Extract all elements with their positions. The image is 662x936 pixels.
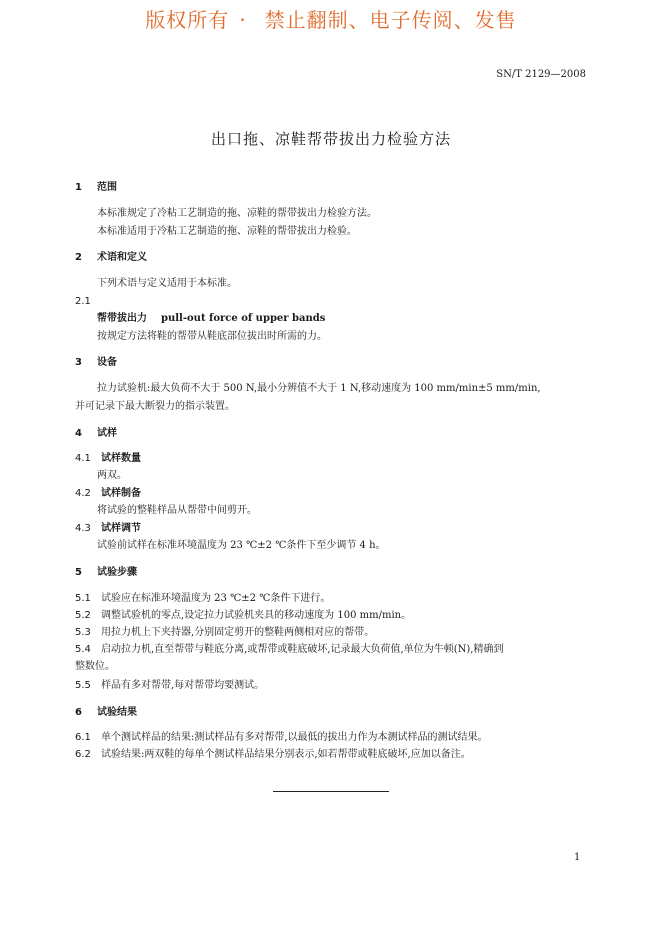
- item-number: 5.2: [75, 610, 91, 621]
- term-english: pull-out force of upper bands: [161, 313, 326, 324]
- list-item: [75, 609, 411, 623]
- list-item: [75, 626, 374, 640]
- section-title: 设备: [97, 357, 117, 368]
- item-text: 调整试验机的零点,设定拉力试验机夹具的移动速度为 100 mm/min。: [101, 610, 412, 621]
- subsection-title: 试样调节: [101, 523, 141, 534]
- list-item: [75, 592, 330, 606]
- subsection-heading: [75, 487, 141, 501]
- section-5-heading: [75, 566, 137, 580]
- paragraph: 本标准适用于冷粘工艺制造的拖、凉鞋的帮带拔出力检验。: [97, 226, 357, 237]
- list-item: [75, 679, 264, 693]
- section-number: 1: [75, 182, 82, 193]
- paragraph: 本标准规定了冷粘工艺制造的拖、凉鞋的帮带拔出力检验方法。: [97, 208, 377, 219]
- section-4-heading: [75, 427, 117, 441]
- watermark-part2: 禁止翻制、电子传阅、发售: [264, 8, 517, 32]
- item-number: 5.3: [75, 627, 91, 638]
- term-chinese: 帮带拔出力: [97, 313, 147, 324]
- section-6-heading: [75, 706, 137, 720]
- section-title: 范围: [97, 182, 117, 193]
- item-number: 5.1: [75, 593, 91, 604]
- subsection-heading: [75, 452, 141, 466]
- subsection-number: 4.2: [75, 488, 91, 499]
- paragraph: 将试验的整鞋样品从帮带中间剪开。: [97, 505, 257, 516]
- page-number: 1: [574, 852, 581, 863]
- item-text: 试验应在标准环境温度为 23 ℃±2 ℃条件下进行。: [101, 593, 331, 604]
- subsection-number: 2.1: [75, 296, 91, 307]
- item-text: 试验结果:两双鞋的每单个测试样品结果分别表示,如若帮带或鞋底破坏,应加以备注。: [101, 749, 471, 760]
- item-text: 启动拉力机,直至帮带与鞋底分离,或帮带或鞋底破坏,记录最大负荷值,单位为牛顿(N),精确到: [101, 644, 504, 655]
- end-of-document-rule: [273, 791, 389, 792]
- section-number: 3: [75, 357, 82, 368]
- paragraph: 拉力试验机:最大负荷不大于 500 N,最小分辨值不大于 1 N,移动速度为 100 mm/min±5 mm/min,: [97, 383, 541, 394]
- section-number: 6: [75, 707, 82, 718]
- subsection-number: 4.3: [75, 523, 91, 534]
- paragraph: 试验前试样在标准环境温度为 23 ℃±2 ℃条件下至少调节 4 h。: [97, 540, 386, 551]
- item-text: 单个测试样品的结果:测试样品有多对帮带,以最低的拔出力作为本测试样品的测试结果。: [101, 732, 488, 743]
- section-title: 术语和定义: [97, 252, 147, 263]
- watermark-part1: 版权所有: [145, 8, 230, 32]
- list-item: [75, 748, 471, 762]
- item-number: 6.2: [75, 749, 91, 760]
- term-definition: 按规定方法将鞋的帮带从鞋底部位拔出时所需的力。: [97, 331, 327, 342]
- subsection-title: 试样制备: [101, 488, 141, 499]
- copyright-watermark: [0, 4, 662, 33]
- subsection-heading: [75, 522, 141, 536]
- document-title: 出口拖、凉鞋帮带拔出力检验方法: [210, 130, 451, 148]
- section-1-heading: [75, 181, 117, 195]
- section-3-heading: [75, 356, 117, 370]
- standard-code: SN/T 2129—2008: [496, 69, 586, 80]
- section-title: 试样: [97, 428, 117, 439]
- item-number: 5.4: [75, 644, 91, 655]
- subsection-number: 4.1: [75, 453, 91, 464]
- section-number: 2: [75, 252, 82, 263]
- item-text: 样品有多对帮带,每对帮带均要测试。: [101, 680, 265, 691]
- list-item: [75, 731, 488, 745]
- item-number: 5.5: [75, 680, 91, 691]
- watermark-dot: ·: [239, 8, 247, 32]
- term-entry: [97, 312, 325, 326]
- paragraph: 两双。: [97, 470, 127, 481]
- list-item-continuation: 整数位。: [75, 661, 115, 672]
- item-text: 用拉力机上下夹持器,分别固定剪开的整鞋两侧相对应的帮带。: [101, 627, 375, 638]
- list-item: [75, 643, 503, 657]
- paragraph: 下列术语与定义适用于本标准。: [97, 278, 237, 289]
- paragraph-continuation: 并可记录下最大断裂力的指示装置。: [75, 401, 235, 412]
- section-2-heading: [75, 251, 147, 265]
- item-number: 6.1: [75, 732, 91, 743]
- section-title: 试验步骤: [97, 567, 137, 578]
- section-number: 4: [75, 428, 82, 439]
- section-title: 试验结果: [97, 707, 137, 718]
- subsection-title: 试样数量: [101, 453, 141, 464]
- section-number: 5: [75, 567, 82, 578]
